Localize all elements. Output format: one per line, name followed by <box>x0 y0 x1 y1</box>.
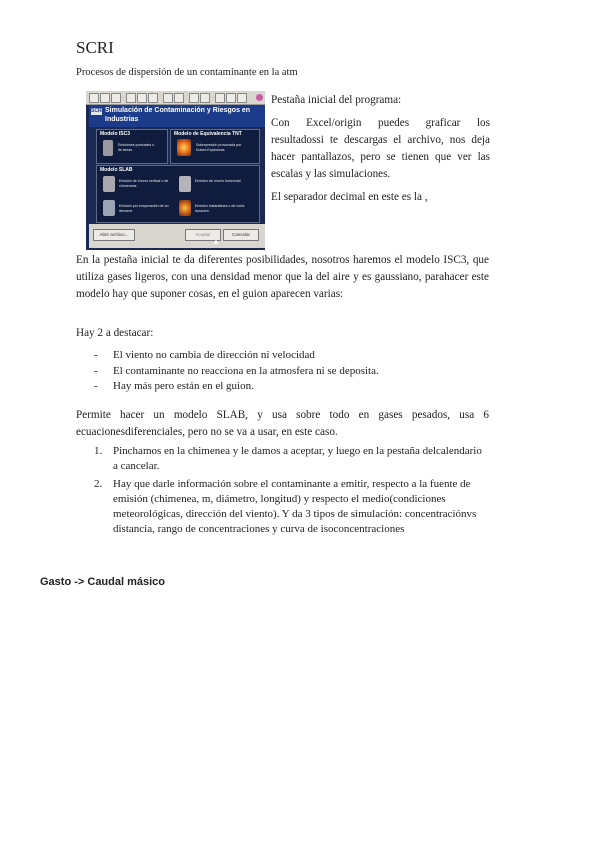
panel-slab <box>96 165 260 223</box>
toolbar-copy-icon <box>137 93 147 103</box>
isc3-item-label: Emisiones puntuales o de áreas <box>118 143 155 152</box>
toolbar-save-icon <box>111 93 121 103</box>
list-item <box>94 348 379 364</box>
right-col-intro: Pestaña inicial del programa: <box>271 94 402 106</box>
right-col-excel-note: Con Excel/origin puedes graficar los resultadossi te descargas el archivo, nos deja hacer pantallazos, pero se tienen que ver las escalas y las simulaciones. <box>271 117 490 180</box>
toolbar-exit-icon <box>237 93 247 103</box>
document-title: SCRI <box>76 38 114 57</box>
list-item-text: Hay más pero están en el guion. <box>113 380 254 392</box>
list-item-text: El viento no cambia de dirección ni velocidad <box>113 349 315 361</box>
screenshot-header-title: Simulación de Contaminación y Riesgos en Industrias <box>105 107 251 123</box>
list-item-text: El contaminante no reacciona en la atmosfera ni se deposita. <box>113 364 379 377</box>
gasto-heading: Gasto -> Caudal másico <box>40 576 166 588</box>
list-item <box>94 477 489 538</box>
tnt-item-label: Sobrepresión provocada por Nubes Explosivas <box>196 143 242 152</box>
list-item <box>94 379 379 395</box>
stack-icon[interactable] <box>103 140 113 156</box>
panel-slab-label: Modelo SLAB <box>100 167 133 173</box>
document-subtitle: Procesos de dispersión de un contaminante en la atm <box>76 67 298 78</box>
panel-tnt-label: Modelo de Equivalencia TNT <box>174 131 242 137</box>
toolbar-open-icon <box>100 93 110 103</box>
program-screenshot <box>86 91 265 250</box>
cancel-button[interactable]: Cancelar <box>223 229 259 241</box>
slab-item-horizontal: Emisión de chorro horizontal <box>195 179 241 183</box>
toolbar-paste-icon <box>148 93 158 103</box>
toolbar-cut-icon <box>126 93 136 103</box>
mouse-cursor-icon: ▲ <box>212 237 220 246</box>
panel-isc3 <box>96 129 168 164</box>
step-text: Hay que darle información sobre el contaminante a emitir, respecto a la fuente de emisión (chimenea, m, diámetro, longitud) y respecto el medio(condiciones meteorológicas, dirección del viento). Y da 3 tipos de simulación: concentraciónvs distancia, rango de concentraciones y curva de isoconcentraciones <box>113 477 477 536</box>
explosion-icon[interactable] <box>177 139 191 156</box>
panel-isc3-label: Modelo ISC3 <box>100 131 131 137</box>
list-item <box>94 444 489 475</box>
steps-list <box>94 444 489 540</box>
toolbar-chart-icon <box>174 93 184 103</box>
paragraph-highlight: Hay 2 a destacar: <box>76 327 154 339</box>
toolbar-status-icon <box>256 94 263 101</box>
evaporation-icon[interactable] <box>103 200 115 216</box>
bullet-marker: - <box>94 364 98 377</box>
toolbar-back-icon <box>215 93 225 103</box>
horizontal-jet-icon[interactable] <box>179 176 191 192</box>
toolbar-forward-icon <box>226 93 236 103</box>
toolbar-help-icon <box>200 93 210 103</box>
right-col-decimal-note: El separador decimal en este es la , <box>271 191 428 203</box>
toolbar-new-icon <box>89 93 99 103</box>
paragraph-isc3: En la pestaña inicial te da diferentes posibilidades, nosotros haremos el modelo ISC3, que utiliza gases ligeros, con una densidad menor que la del aire y es gaussiano, parahacer este modelo hay que suponer cosas, en el guion aparecen varias: <box>76 254 489 300</box>
panel-tnt <box>170 129 260 164</box>
toolbar-info-icon <box>189 93 199 103</box>
screenshot-header <box>89 105 265 127</box>
slab-item-instant: Emisión instantánea o de corta duración <box>195 204 245 213</box>
slab-item-vertical: Emisión de chorro vertical o de chimeneas <box>119 179 169 188</box>
step-text: Pinchamos en la chimenea y le damos a aceptar, y luego en la pestaña delcalendario a cancelar. <box>113 445 482 473</box>
list-item <box>94 364 379 380</box>
vertical-jet-icon[interactable] <box>103 176 115 192</box>
bullet-marker: - <box>94 349 98 361</box>
instant-release-icon[interactable] <box>179 200 191 216</box>
step-number: 1. <box>94 445 103 457</box>
accept-button[interactable]: Aceptar <box>185 229 221 241</box>
open-file-button[interactable]: Abrir archivo... <box>93 229 135 241</box>
paragraph-slab: Permite hacer un modelo SLAB, y usa sobre todo en gases pesados, usa 6 ecuacionesdiferenciales, pero no se va a usar, en este caso. <box>76 409 489 438</box>
screenshot-toolbar <box>86 91 265 105</box>
slab-item-evaporation: Emisión por evaporación de un derrame <box>119 204 169 213</box>
scri-logo: SCRI <box>91 108 103 114</box>
screenshot-button-bar <box>89 224 265 248</box>
step-number: 2. <box>94 477 103 490</box>
toolbar-print-icon <box>163 93 173 103</box>
assumptions-list <box>94 348 379 395</box>
bullet-marker: - <box>94 380 98 392</box>
